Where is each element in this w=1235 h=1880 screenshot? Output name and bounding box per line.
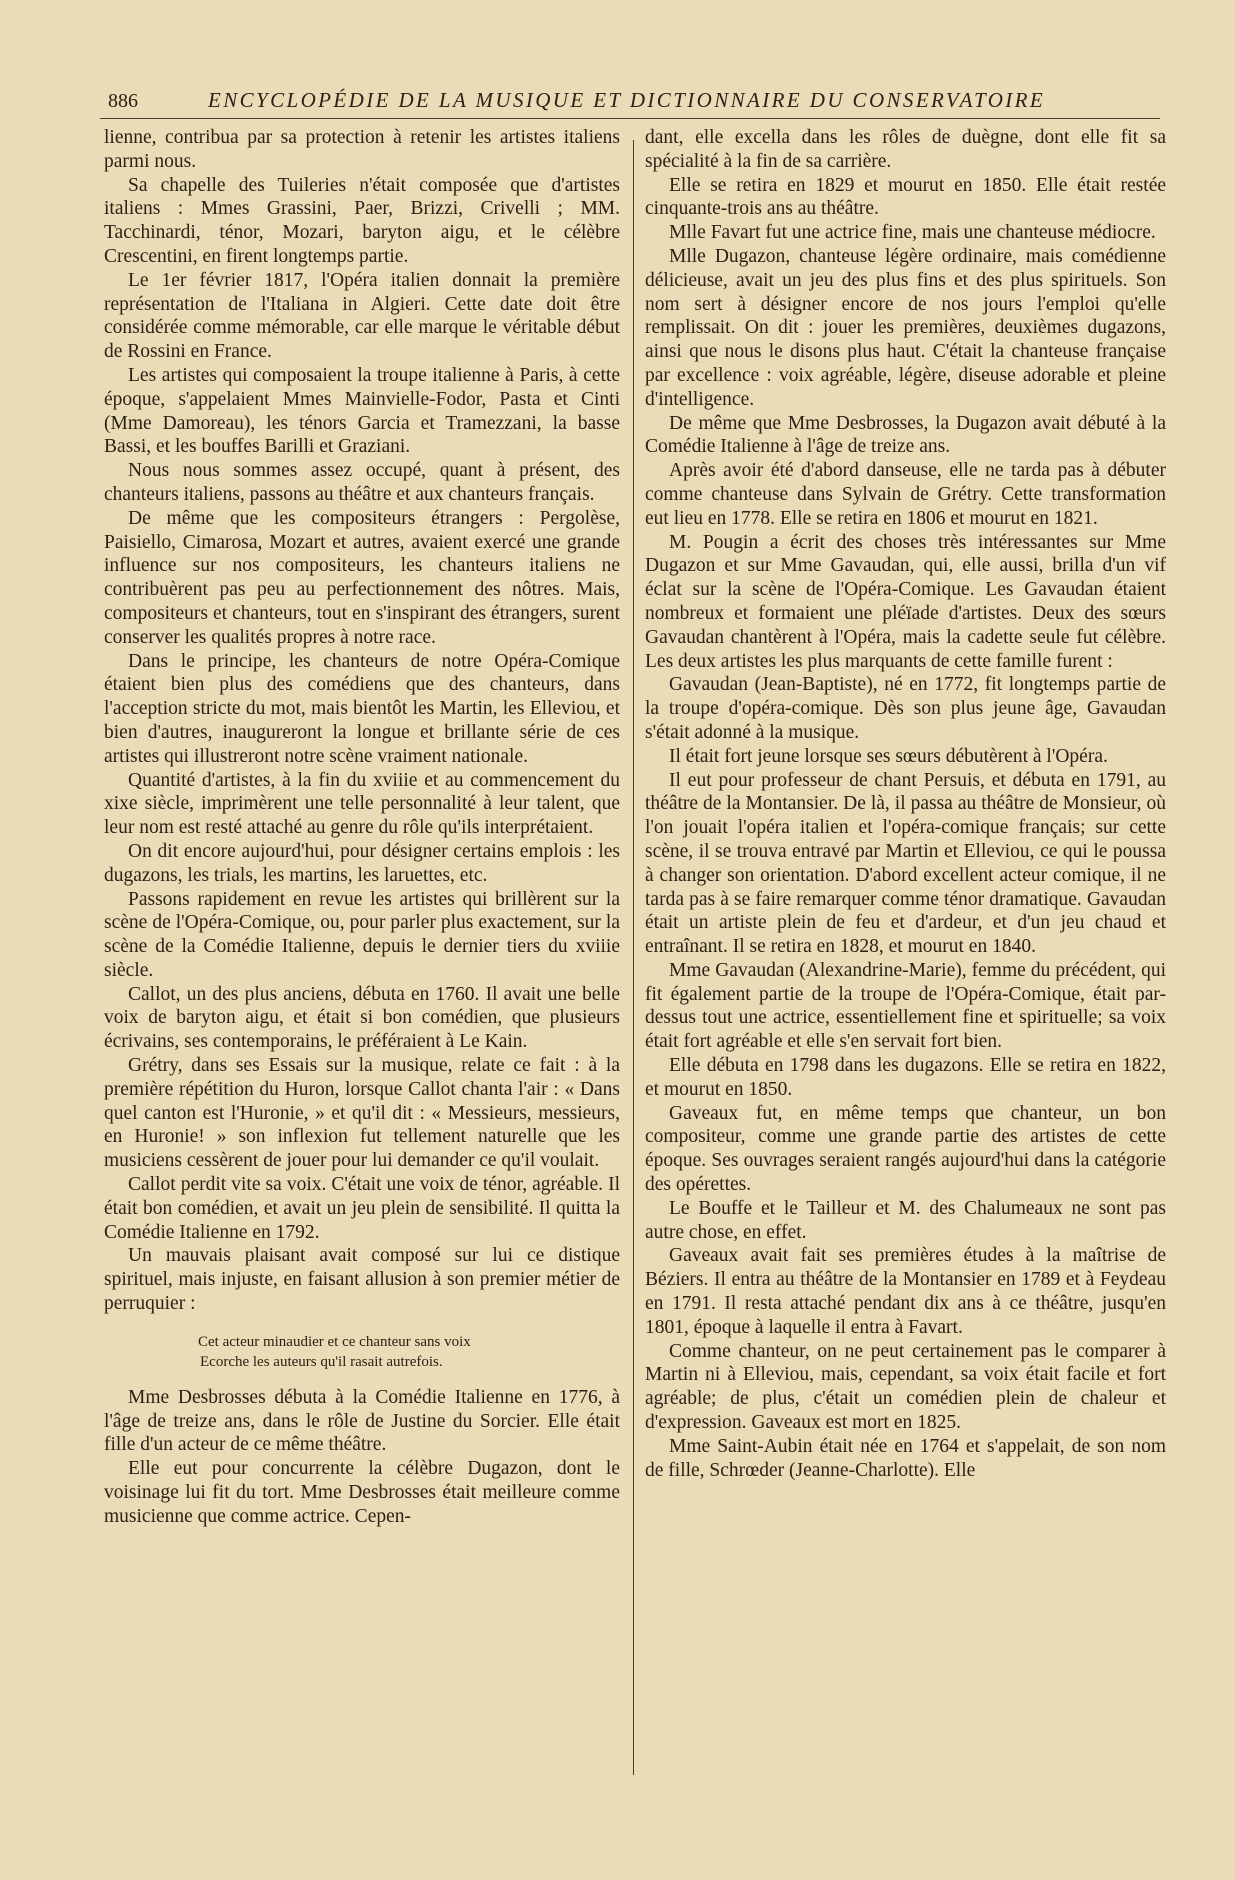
paragraph: lienne, contribua par sa protection à retenir les artistes italiens parmi nous. [104, 127, 620, 172]
paragraph: Mme Gavaudan (Alexandrine-Marie), femme du précédent, qui fit également partie de la troupe de l'Opéra-Comique, était par-dessus tout une actrice, essentiellement fine et spirituelle; sa voix était fort agréable et elle s'en servait fort bien. [645, 959, 1166, 1053]
paragraph: Elle se retira en 1829 et mourut en 1850. Elle était restée cinquante-trois ans au théâtre. [645, 174, 1166, 220]
paragraph: Nous nous sommes assez occupé, quant à présent, des chanteurs italiens, passons au théâtre et aux chanteurs français. [104, 460, 620, 505]
paragraph: Il était fort jeune lorsque ses sœurs débutèrent à l'Opéra. [669, 745, 1108, 767]
paragraph: Gaveaux fut, en même temps que chanteur, un bon compositeur, comme une grande partie des artistes de cette époque. Ses ouvrages seraient rangés aujourd'hui dans la catégorie des opérettes. [645, 1102, 1166, 1196]
verse-quote [104, 1332, 620, 1372]
column-divider [633, 140, 634, 1775]
paragraph: Il eut pour professeur de chant Persuis, et débuta en 1791, au théâtre de la Montansier. De là, il passa au théâtre de Monsieur, où l'on jouait l'opéra italien et l'opéra-comique français; sur cette scène, il se trouva entravé par Martin et Elleviou, ce qui le poussa à changer son orientation. D'abord excellent acteur comique, il ne tarda pas à se faire remarquer comme ténor dramatique. Gavaudan était un artiste plein de feu et d'ardeur, et d'un jeu chaud et entraînant. Il se retira en 1828, et mourut en 1840. [645, 769, 1166, 958]
paragraph: Grétry, dans ses Essais sur la musique, relate ce fait : à la première répétition du Huron, lorsque Callot chanta l'air : « Dans quel canton est l'Huronie, » et qu'il dit : « Messieurs, messieurs, en Huronie! » son inflexion fut tellement naturelle que les musiciens cessèrent de jouer pour lui demander ce qu'il voulait. [104, 1055, 620, 1172]
paragraph: De même que Mme Desbrosses, la Dugazon avait débuté à la Comédie Italienne à l'âge de treize ans. [645, 412, 1166, 458]
running-title: ENCYCLOPÉDIE DE LA MUSIQUE ET DICTIONNAIRE DU CONSERVATOIRE [208, 88, 1046, 112]
paragraph: Mlle Favart fut une actrice fine, mais une chanteuse médiocre. [669, 222, 1156, 244]
paragraph: Callot, un des plus anciens, débuta en 1760. Il avait une belle voix de baryton aigu, et était si bon comédien, que plusieurs écrivains, ses contemporains, le préféraient à Le Kain. [104, 983, 620, 1053]
page-header [108, 88, 1160, 118]
paragraph: Callot perdit vite sa voix. C'était une voix de ténor, agréable. Il était bon comédien, et avait un jeu plein de sensibilité. Il quitta la Comédie Italienne en 1792. [104, 1174, 620, 1243]
paragraph: On dit encore aujourd'hui, pour désigner certains emplois : les dugazons, les trials, les martins, les laruettes, etc. [104, 840, 620, 886]
right-column [645, 126, 1166, 1482]
paragraph: Le 1er février 1817, l'Opéra italien donnait la première représentation de l'Italiana in Algieri. Cette date doit être considérée comme mémorable, car elle marque le véritable début de Rossini en France. [104, 269, 620, 363]
paragraph: Mlle Dugazon, chanteuse légère ordinaire, mais comédienne délicieuse, avait un jeu des plus fins et des plus spirituels. Son nom sert à désigner encore de nos jours l'emploi qu'elle remplissait. On dit : jouer les premières, deuxièmes dugazons, ainsi que nous le disons plus haut. C'était la chanteuse française par excellence : voix agréable, légère, diseuse adorable et pleine d'intelligence. [645, 245, 1166, 410]
paragraph: Elle débuta en 1798 dans les dugazons. Elle se retira en 1822, et mourut en 1850. [645, 1055, 1166, 1100]
left-column [104, 126, 620, 1529]
paragraph: Un mauvais plaisant avait composé sur lui ce distique spirituel, mais injuste, en faisant allusion à son premier métier de perruquier : [104, 1245, 620, 1315]
header-rule [100, 118, 1160, 119]
paragraph: Comme chanteur, on ne peut certainement pas le comparer à Martin ni à Elleviou, mais, cependant, sa voix était facile et fort agréable; de plus, c'était un comédien plein de chaleur et d'expression. Gaveaux est mort en 1825. [645, 1340, 1166, 1434]
paragraph: Après avoir été d'abord danseuse, elle ne tarda pas à débuter comme chanteuse dans Sylvain de Grétry. Cette transformation eut lieu en 1778. Elle se retira en 1806 et mourut en 1821. [645, 460, 1166, 529]
paragraph: dant, elle excella dans les rôles de duègne, dont elle fit sa spécialité à la fin de sa carrière. [645, 127, 1166, 172]
paragraph: Elle eut pour concurrente la célèbre Dugazon, dont le voisinage lui fit du tort. Mme Desbrosses était meilleure comme musicienne que comme actrice. Cepen- [104, 1458, 620, 1527]
paragraph: Dans le principe, les chanteurs de notre Opéra-Comique étaient bien plus des comédiens que des chanteurs, dans l'acception stricte du mot, mais bientôt les Martin, les Elleviou, et bien d'autres, inaugureront la longue et brillante série de ces artistes qui illustreront notre scène vraiment nationale. [104, 650, 620, 767]
paragraph: De même que les compositeurs étrangers : Pergolèse, Paisiello, Cimarosa, Mozart et autres, avaient exercé une grande influence sur nos compositeurs, les chanteurs italiens ne contribuèrent pas peu au perfectionnement des nôtres. Mais, compositeurs et chanteurs, tout en s'inspirant des étrangers, surent conserver les qualités propres à notre race. [104, 507, 620, 648]
paragraph: M. Pougin a écrit des choses très intéressantes sur Mme Dugazon et sur Mme Gavaudan, qui, elle aussi, brilla d'un vif éclat sur la scène de l'Opéra-Comique. Les Gavaudan étaient nombreux et formaient une pléïade d'artistes. Deux des sœurs Gavaudan chantèrent à l'Opéra, mais la cadette seule fut célèbre. Les deux artistes les plus marquants de cette famille furent : [645, 531, 1166, 672]
paragraph: Passons rapidement en revue les artistes qui brillèrent sur la scène de l'Opéra-Comique, ou, pour parler plus exactement, sur la scène de la Comédie Italienne, depuis le dernier tiers du xviiie siècle. [104, 888, 620, 981]
page-number: 886 [108, 90, 138, 112]
paragraph: Le Bouffe et le Tailleur et M. des Chalumeaux ne sont pas autre chose, en effet. [645, 1197, 1166, 1243]
verse-line: Cet acteur minaudier et ce chanteur sans voix [198, 1333, 471, 1350]
paragraph: Gavaudan (Jean-Baptiste), né en 1772, fit longtemps partie de la troupe d'opéra-comique. Dès son plus jeune âge, Gavaudan s'était adonné à la musique. [645, 674, 1166, 743]
paragraph: Mme Desbrosses débuta à la Comédie Italienne en 1776, à l'âge de treize ans, dans le rôle de Justine du Sorcier. Elle était fille d'un acteur de ce même théâtre. [104, 1386, 620, 1456]
paragraph: Mme Saint-Aubin était née en 1764 et s'appelait, de son nom de fille, Schrœder (Jeanne-Charlotte). Elle [645, 1435, 1166, 1481]
paragraph: Gaveaux avait fait ses premières études à la maîtrise de Béziers. Il entra au théâtre de la Montansier en 1789 et à Feydeau en 1791. Il resta attaché pendant dix ans à ce théâtre, jusqu'en 1801, époque à laquelle il entra à Favart. [645, 1245, 1166, 1338]
verse-line: Ecorche les auteurs qu'il rasait autrefois. [200, 1353, 443, 1370]
paragraph: Quantité d'artistes, à la fin du xviiie et au commencement du xixe siècle, imprimèrent une telle personnalité à leur talent, que leur nom est resté attaché au genre du rôle qu'ils interprétaient. [104, 769, 620, 839]
paragraph: Sa chapelle des Tuileries n'était composée que d'artistes italiens : Mmes Grassini, Paer, Brizzi, Crivelli ; MM. Tacchinardi, ténor, Mozari, baryton aigu, et le célèbre Crescentini, en firent longtemps partie. [104, 174, 620, 267]
paragraph: Les artistes qui composaient la troupe italienne à Paris, à cette époque, s'appelaient Mmes Mainvielle-Fodor, Pasta et Cinti (Mme Damoreau), les ténors Garcia et Tramezzani, la basse Bassi, et les bouffes Barilli et Graziani. [104, 364, 620, 458]
